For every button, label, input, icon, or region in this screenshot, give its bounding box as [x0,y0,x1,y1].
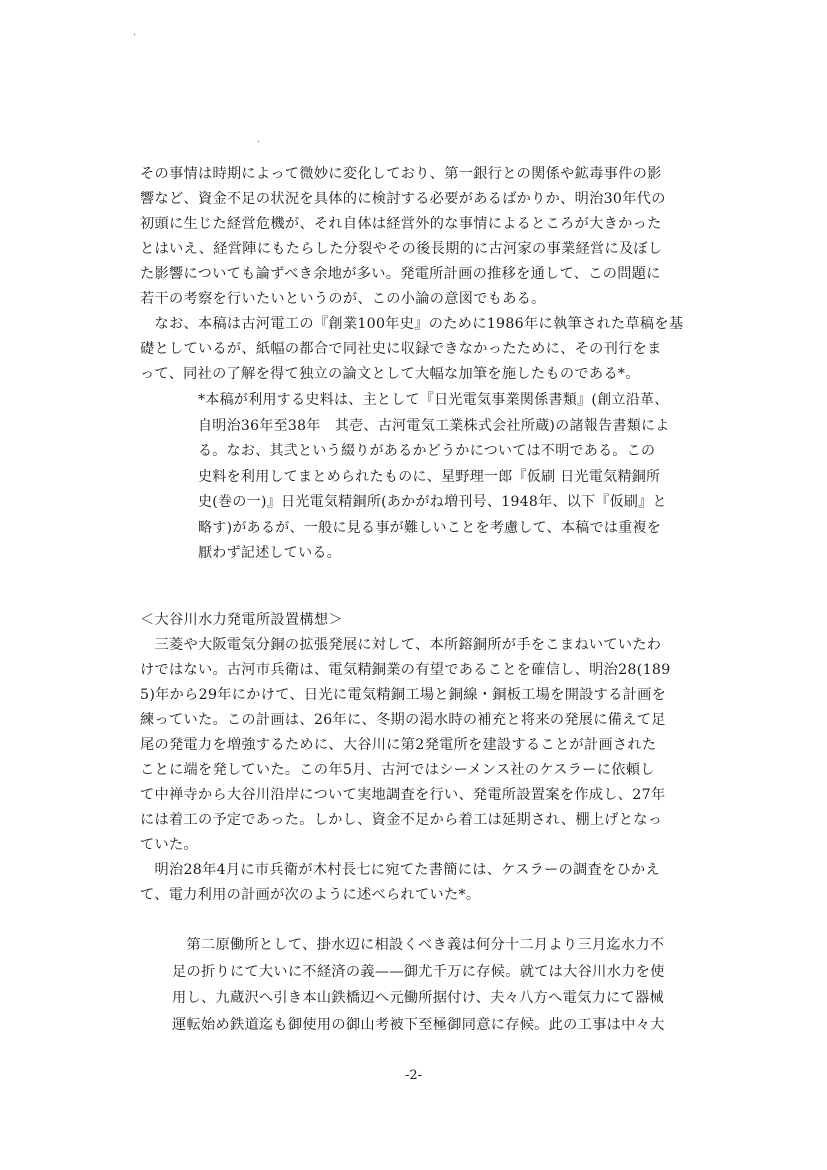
footnote-line: 厭わず記述している。 [198,545,341,561]
footnote-line: 略す)があるが、一般に見る事が難しいことを考慮して、本稿では重複を [198,519,662,536]
paragraph-1 [140,162,700,312]
footnote-line: 史(巻の一)』日光電気精銅所(あかがね増刊号、1948年、以下『仮刷』と [198,494,667,510]
quote-line: 足の折りにて大いに不経済の義——御尤千万に存候。就ては大谷川水力を使 [172,963,665,980]
scan-speck [134,34,135,35]
text-line: その事情は時期によって微妙に変化しており、第一銀行との関係や鉱毒事件の影 [140,166,662,182]
text-line: た影響についても論ずべき余地が多い。発電所計画の推移を通して、この問題に [140,266,661,282]
quotation-block [172,932,707,1038]
quote-line: 第二原働所として、掛水辺に相設くべき義は何分十二月より三月迄水力不 [172,937,665,953]
footnote-line: 史料を利用してまとめられたものに、星野理一郎『仮刷 日光電気精銅所 [198,468,661,485]
paragraph-4 [140,858,700,908]
page-number: -2- [404,1068,423,1083]
text-line: けではない。古河市兵衛は、電気精銅業の有望であることを確信し、明治28(189 [140,662,671,678]
footnote [198,388,703,567]
footnote-line: る。なお、其弐という綴りがあるかどうかについては不明である。この [198,443,656,459]
text-line: には着工の予定であった。しかし、資金不足から着工は延期され、棚上げとなっ [140,812,663,828]
section-heading [140,608,700,633]
scan-speck [258,141,259,142]
text-line: 響など、資金不足の状況を具体的に検討する必要があるばかりか、明治30年代の [140,191,666,207]
text-line: て、電力利用の計画が次のように述べられていた*。 [140,887,481,903]
quote-line: 用し、九蔵沢へ引き本山鉄橋辺へ元働所据付け、夫々八方へ電気力にて器械 [172,990,665,1006]
text-line: 初頭に生じた経営危機が、それ自体は経営外的な事情によるところが大きかった [140,216,662,232]
footnote-line: 自明治36年至38年 其壱、古河電気工業株式会社所蔵)の諸報告書類によ [198,417,670,434]
text-line: 礎としているが、紙幅の都合で同社史に収録できなかったために、その刊行をま [140,341,662,357]
paragraph-3 [140,633,700,858]
section-heading-text: ＜大谷川水力発電所設置構想＞ [140,612,343,628]
text-line: 三菱や大阪電気分銅の拡張発展に対して、本所鎔銅所が手をこまねいていたわ [140,637,662,653]
text-line: とはいえ、経営陣にもたらした分裂やその後長期的に古河家の事業経営に及ぼし [140,241,663,257]
text-line: って、同社の了解を得て独立の論文として大幅な加筆を施したものである*。 [140,366,640,382]
text-line: 明治28年4月に市兵衛が木村長七に宛てた書簡には、ケスラーの調査をひかえ [140,862,660,878]
text-line: ていた。 [140,837,198,853]
quote-line: 運転始め鉄道迄も御使用の御山考被下至極御同意に存候。此の工事は中々大 [172,1016,665,1033]
paragraph-2 [140,312,700,387]
text-line: なお、本稿は古河電工の『創業100年史』のために1986年に執筆された草稿を基 [140,316,684,332]
text-line: 若干の考察を行いたいというのが、この小論の意図でもある。 [140,291,546,307]
text-line: ことに端を発していた。この年5月、古河ではシーメンス社のケスラーに依頼し [140,762,655,778]
text-line: て中禅寺から大谷川沿岸について実地調査を行い、発電所設置案を作成し、27年 [140,787,666,803]
footnote-line: *本稿が利用する史料は、主として『日光電気事業関係書類』(創立沿革、 [198,392,669,408]
text-line: 尾の発電力を増強するために、大谷川に第2発電所を建設することが計画された [140,737,657,753]
text-line: 5)年から29年にかけて、日光に電気精銅工場と銅線・銅板工場を開設する計画を [140,687,667,703]
text-line: 練っていた。この計画は、26年に、冬期の渇水時の補充と将来の発展に備えて足 [140,712,666,728]
